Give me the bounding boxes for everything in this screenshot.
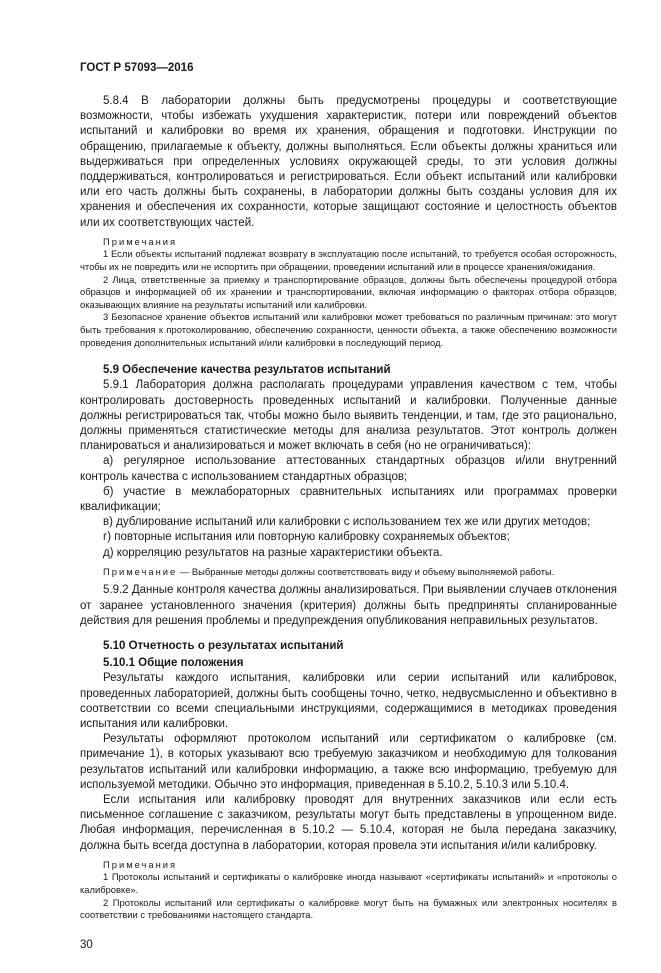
clause-5-9-1: 5.9.1 Лаборатория должна располагать процедурами управления качеством с тем, чтобы контролировать достоверность проведенных испытаний и калибровки. Полученные данные должны регистрироваться так, чтобы можно было выявить тенденции, и там, где это рационально, должны применяться статистические методы для анализа результатов. Этот контроль должен планироваться и анализироваться и может включать в себя (но не ограничиваться): [80, 379, 617, 453]
notes-title: Примечания [103, 235, 178, 247]
section-heading-5-9: 5.9 Обеспечение качества результатов испытаний [103, 364, 391, 377]
list-item: в) дублирование испытаний или калибровки с использованием тех же или других методов; [103, 516, 591, 529]
list-item: а) регулярное использование аттестованных стандартных образцов и/или внутренний контроль качества с использованием стандартных образцов; [80, 455, 617, 483]
note-item: 2 Лица, ответственные за приемку и транспортирование образцов, должны быть обеспечены процедурой отбора образцов и информацией об их хранении и транспортировании, включая информацию о факторах отбора образцов, оказывающих влияние на результаты испытаний или калибровки. [80, 273, 617, 310]
paragraph: Результаты оформляют протоколом испытаний или сертификатом о калибровке (см. примечание 1), в которых указывают всю требуемую заказчиком и необходимую для толкования результатов испытаний или калибровки информацию, а также всю информацию, требуемую для используемой методики. Обычно это информация, приведенная в 5.10.2, 5.10.3 или 5.10.4. [80, 733, 617, 791]
paragraph: Если испытания или калибровку проводят для внутренних заказчиков или если есть письменное соглашение с заказчиком, результаты могут быть представлены в упрощенном виде. Любая информация, перечисленная в 5.10.2 — 5.10.4, которая не была передана заказчику, должна быть всегда доступна в лаборатории, которая провела эти испытания и/или калибровку. [80, 794, 617, 852]
notes-title: Примечания [103, 858, 178, 870]
note-item: 3 Безопасное хранение объектов испытаний или калибровки может требоваться по различным причинам: это могут быть требования к протоколированию, обеспечению сохранности, ценности объекта, а также обеспечению возможности проведения дополнительных испытаний и/или калибровки в последующий период. [80, 311, 617, 348]
note-item: 1 Протоколы испытаний и сертификаты о калибровке иногда называют «сертификаты испытаний» и «протоколы о калибровке». [80, 871, 617, 896]
document-header: ГОСТ Р 57093—2016 [80, 62, 194, 74]
paragraph: Результаты каждого испытания, калибровки или серии испытаний или калибровок, проведенных лабораторией, должны быть сообщены точно, четко, недвусмысленно и объективно в соответствии со всеми специальными инструкциями, содержащимися в методиках проведения испытания или калибровки. [80, 672, 617, 731]
note-single [80, 566, 617, 579]
note-label: Примечание [103, 565, 178, 577]
page-number: 30 [80, 938, 93, 951]
note-item: 2 Протоколы испытаний или сертификаты о калибровке могут быть на бумажных или электронных носителях в соответствии с требованиями настоящего стандарта. [80, 896, 617, 921]
subsection-heading-5-10-1: 5.10.1 Общие положения [103, 657, 244, 670]
section-heading-5-10: 5.10 Отчетность о результатах испытаний [103, 640, 344, 653]
list-item: г) повторные испытания или повторную калибровку сохраняемых объектов; [103, 531, 510, 544]
note-text: — Выбранные методы должны соответствовать виду и объему выполняемой работы. [177, 565, 555, 577]
list-item: д) корреляцию результатов на разные характеристики объекта. [103, 546, 443, 559]
clause-5-9-2: 5.9.2 Данные контроля качества должны анализироваться. При выявлении случаев отклонения от заранее установленного значения (критерия) должны быть предприняты спланированные действия для решения проблемы и предупреждения опубликования неправильных результатов. [80, 584, 617, 627]
note-item: 1 Если объекты испытаний подлежат возврату в эксплуатацию после испытаний, то требуется особая осторожность, чтобы их не повредить или не испортить при обращении, проведении испытаний или в процессе хранения/ожидания. [80, 248, 617, 273]
list-item: б) участие в межлабораторных сравнительных испытаниях или программах проверки квалификации; [80, 485, 617, 513]
clause-5-8-4: 5.8.4 В лаборатории должны быть предусмотрены процедуры и соответствующие возможности, чтобы избежать ухудшения характеристик, потери или повреждений объектов испытаний и калибровки во время их хранения, обращения и подготовки. Инструкции по обращению, прилагаемые к объекту, должны выполняться. Если объекты должны храниться или выдерживаться при определенных условиях окружающей среды, то эти условия должны поддерживаться, контролироваться и регистрироваться. Если объект испытаний или калибровки или его часть должны быть сохранены, в лаборатории должны быть созданы условия для их хранения и обеспечения их сохранности, которые защищают состояние и целостность объектов или их соответствующих частей. [80, 95, 617, 229]
